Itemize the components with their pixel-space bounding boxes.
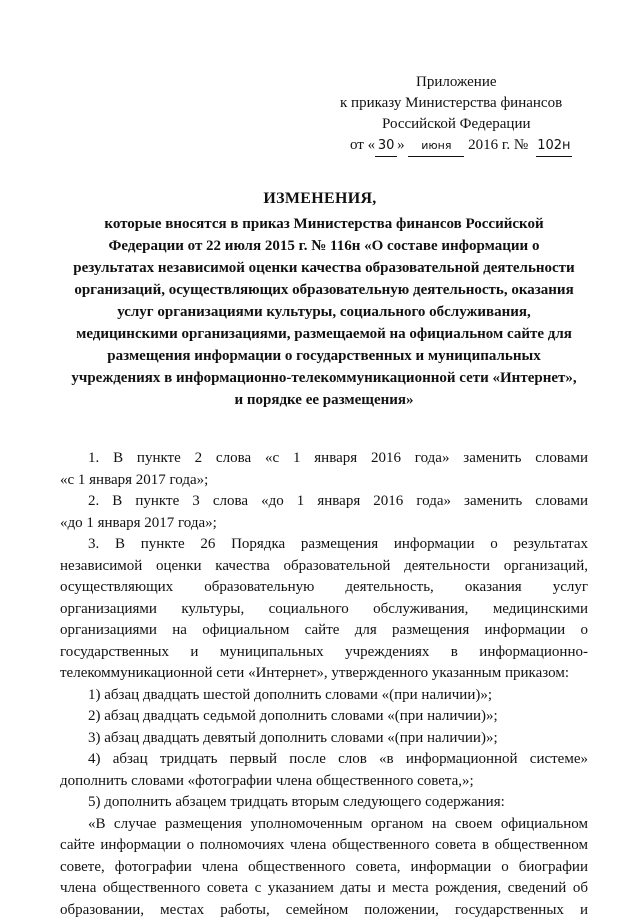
item-3-line-2: независимой оценки качества образовательной деятельности организаций, [60, 556, 588, 578]
appendix-order-ref: к приказу Министерства финансов [330, 93, 590, 114]
subtitle-line: и порядке ее размещения» [54, 389, 594, 411]
subtitle-line: организаций, осуществляющих образовательную деятельность, оказания [54, 279, 594, 301]
date-month-handwritten: июня [408, 135, 464, 157]
item-3-line-1: 3. В пункте 26 Порядка размещения информации о результатах [60, 534, 588, 556]
item-3-line-7: телекоммуникационной сети «Интернет», утвержденного указанным приказом: [60, 663, 588, 685]
date-year: 2016 г. № [468, 137, 528, 153]
subtitle-line: результатах независимой оценки качества образовательной деятельности [54, 257, 594, 279]
document-subtitle [54, 213, 594, 411]
subtitle-line: медицинскими организациями, размещаемой на официальном сайте для [54, 323, 594, 345]
appendix-country: Российской Федерации [330, 114, 590, 135]
subitem-1: 1) абзац двадцать шестой дополнить словами «(при наличии)»; [60, 685, 588, 707]
order-number-handwritten: 102н [536, 135, 572, 157]
item-3-line-6: государственных и муниципальных учреждениях в информационно- [60, 642, 588, 664]
appendix-date-line [330, 135, 590, 157]
subitem-4-line-1: 4) абзац тридцать первый после слов «в информационной системе» [60, 749, 588, 771]
quote-line-5: образовании, местах работы, семейном положении, государственных и [60, 900, 588, 921]
date-quote-close: » [397, 137, 405, 153]
item-2-line-2: «до 1 января 2017 года»; [60, 513, 588, 535]
subtitle-line: которые вносятся в приказ Министерства финансов Российской [54, 213, 594, 235]
document-title: ИЗМЕНЕНИЯ, [0, 190, 640, 208]
subtitle-line: Федерации от 22 июля 2015 г. № 116н «О составе информации о [54, 235, 594, 257]
appendix-header [330, 72, 590, 157]
quote-line-2: сайте информации о полномочиях члена общественного совета в общественном [60, 835, 588, 857]
subtitle-line: учреждениях в информационно-телекоммуникационной сети «Интернет», [54, 367, 594, 389]
item-2-line-1: 2. В пункте 3 слова «до 1 января 2016 года» заменить словами [60, 491, 588, 513]
subitem-4-line-2: дополнить словами «фотографии члена общественного совета,»; [60, 771, 588, 793]
quote-line-3: совете, фотографии члена общественного совета, информации о биографии [60, 857, 588, 879]
item-1-line-1: 1. В пункте 2 слова «с 1 января 2016 года» заменить словами [60, 448, 588, 470]
item-3-line-3: осуществляющих образовательную деятельность, оказания услуг [60, 577, 588, 599]
subtitle-line: размещения информации о государственных и муниципальных [54, 345, 594, 367]
document-body [60, 448, 588, 921]
quote-line-4: члена общественного совета с указанием даты и места рождения, сведений об [60, 878, 588, 900]
date-prefix: от « [350, 137, 375, 153]
item-3-line-4: организациями культуры, социального обслуживания, медицинскими [60, 599, 588, 621]
item-3-line-5: организациями на официальном сайте для размещения информации о [60, 620, 588, 642]
subitem-3: 3) абзац двадцать девятый дополнить словами «(при наличии)»; [60, 728, 588, 750]
item-1-line-2: «с 1 января 2017 года»; [60, 470, 588, 492]
subitem-2: 2) абзац двадцать седьмой дополнить словами «(при наличии)»; [60, 706, 588, 728]
appendix-label: Приложение [330, 72, 590, 93]
quote-line-1: «В случае размещения уполномоченным органом на своем официальном [60, 814, 588, 836]
subtitle-line: услуг организациями культуры, социального обслуживания, [54, 301, 594, 323]
subitem-5: 5) дополнить абзацем тридцать вторым следующего содержания: [60, 792, 588, 814]
date-day-handwritten: 30 [375, 135, 397, 157]
